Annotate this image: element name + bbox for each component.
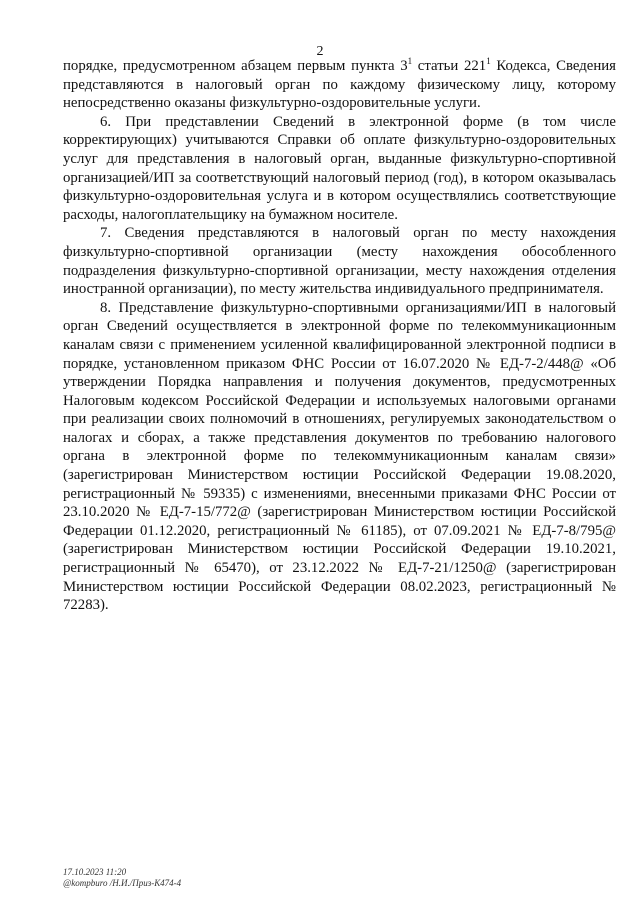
footer-stamp xyxy=(63,867,181,889)
paragraph-8: 8. Представление физкультурно-спортивными организациями/ИП в налоговый орган Сведений осуществляется в электронной форме по телекоммуникационным каналам связи с применением усиленной квалифицированной электронной подписи в порядке, установленном приказом ФНС России от 16.07.2020 № ЕД-7-2/448@ «Об утверждении Порядка направления и получения документов, предусмотренных Налоговым кодексом Российской Федерации и используемых налоговыми органами при реализации своих полномочий в отношениях, регулируемых законодательством о налогах и сборах, а также представления документов по требованию налогового органа в электронной форме по телекоммуникационным каналам связи» (зарегистрирован Министерством юстиции Российской Федерации 19.08.2020, регистрационный № 59335) с изменениями, внесенными приказами ФНС России от 23.10.2020 № ЕД-7-15/772@ (зарегистрирован Министерством юстиции Российской Федерации 01.12.2020, регистрационный № 61185), от 07.09.2021 № ЕД-7-8/795@ (зарегистрирован Министерством юстиции Российской Федерации 19.10.2021, регистрационный № 65470), от 23.12.2022 № ЕД-7-21/1250@ (зарегистрирован Министерством юстиции Российской Федерации 08.02.2023, регистрационный № 72283). xyxy=(63,299,616,614)
page-number: 2 xyxy=(316,44,324,59)
document-body xyxy=(63,57,616,615)
paragraph-6: 6. При представлении Сведений в электронной форме (в том числе корректирующих) учитываются Справки об оплате физкультурно-оздоровительных услуг для представления в налоговый орган, выданные физкультурно-спортивной организацией/ИП за соответствующий налоговый период (год), в котором оказывалась физкультурно-оздоровительная услуга и в котором осуществлялись соответствующие расходы, налогоплательщику на бумажном носителе. xyxy=(63,113,616,223)
superscript: 1 xyxy=(407,56,413,66)
superscript: 1 xyxy=(486,56,491,66)
paragraph-continuation xyxy=(63,57,616,113)
paragraph-text: порядке, предусмотренном абзацем первым пункта 3 xyxy=(63,58,408,74)
paragraph-text: статьи 221 xyxy=(412,58,487,74)
footer-reference: @kompburo /Н.И./Приз-К474-4 xyxy=(63,878,182,888)
footer-datetime: 17.10.2023 11:20 xyxy=(63,867,127,877)
paragraph-text: Кодекса, Сведения представляются в налоговый орган по каждому физическому лицу, которому непосредственно оказаны физкультурно-оздоровительные услуги. xyxy=(63,58,616,112)
paragraph-7: 7. Сведения представляются в налоговый орган по месту нахождения физкультурно-спортивной организации (месту нахождения обособленного подразделения физкультурно-спортивной организации, месту нахождения отделения иностранной организации), по месту жительства индивидуального предпринимателя. xyxy=(63,225,616,298)
